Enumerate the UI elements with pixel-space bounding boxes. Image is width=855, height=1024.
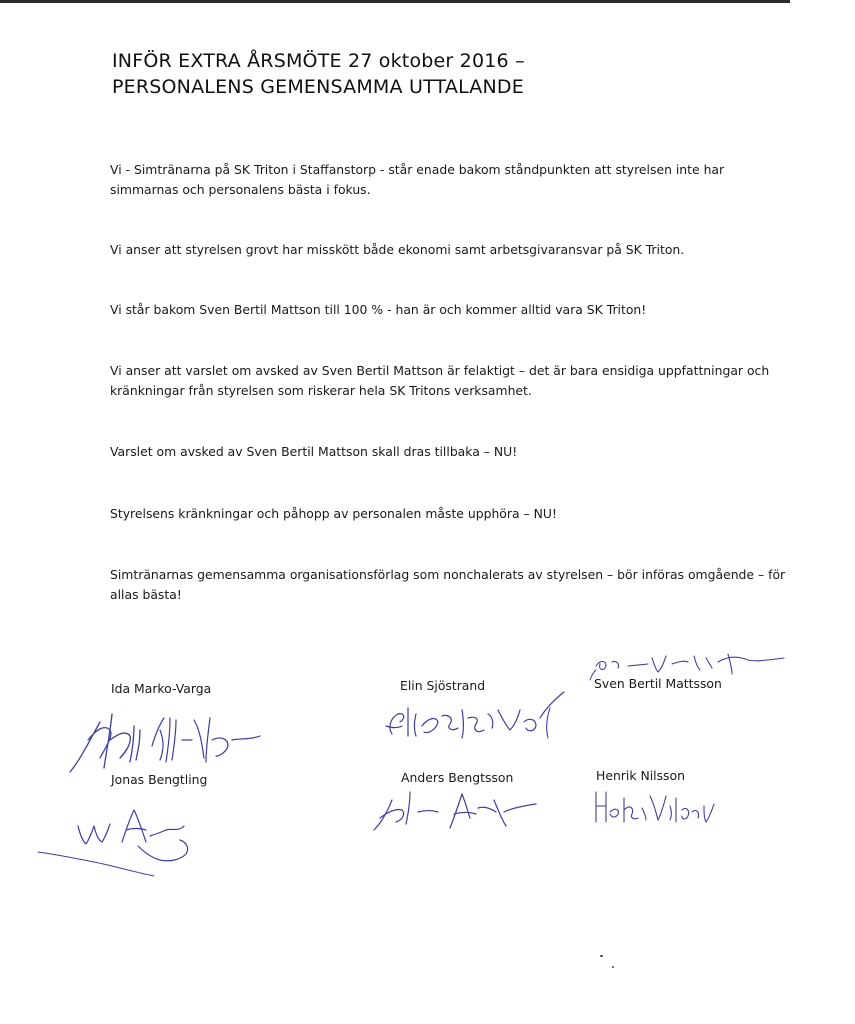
signature-sven-bertil-mattsson [588, 646, 788, 682]
paragraph-5: Varslet om avsked av Sven Bertil Mattson skall dras tillbaka – NU! [110, 444, 518, 459]
scan-speck [612, 966, 614, 968]
title-line-1: INFÖR EXTRA ÅRSMÖTE 27 oktober 2016 – [112, 50, 525, 72]
signer-name-2: Elin Sjöstrand [400, 678, 486, 693]
signature-henrik-nilsson [588, 782, 738, 832]
paragraph-2: Vi anser att styrelsen grovt har misskött både ekonomi samt arbetsgivaransvar på SK Triton. [110, 242, 685, 257]
signer-name-6: Henrik Nilsson [596, 768, 685, 783]
signer-name-3: Sven Bertil Mattsson [594, 676, 722, 691]
paragraph-4: Vi anser att varslet om avsked av Sven Bertil Mattson är felaktigt – det är bara ensidiga uppfattningar och kränkningar från styrelsen som riskerar hela SK Tritons verksamhet. [110, 363, 770, 398]
signature-elin-sjostrand [378, 688, 578, 748]
paragraph-7: Simtränarnas gemensamma organisationsförlag som nonchalerats av styrelsen – bör införas omgående – för allas bästa! [110, 567, 786, 602]
document-title [112, 48, 752, 100]
title-line-2: PERSONALENS GEMENSAMMA UTTALANDE [112, 76, 524, 98]
signer-name-5: Anders Bengtsson [401, 770, 514, 785]
paragraph-1: Vi - Simtränarna på SK Triton i Staffanstorp - står enade bakom ståndpunkten att styrelsen inte har simmarnas och personalens bästa i fokus. [110, 162, 725, 197]
scan-edge-line [0, 0, 790, 3]
paragraph-3: Vi står bakom Sven Bertil Mattson till 100 % - han är och kommer alltid vara SK Triton! [110, 302, 647, 317]
signature-anders-bengtsson [366, 778, 566, 838]
scan-speck [600, 955, 603, 957]
signer-name-1: Ida Marko-Varga [111, 681, 212, 696]
signature-ida-marko-varga [60, 700, 280, 780]
paragraph-6: Styrelsens kränkningar och påhopp av personalen måste upphöra – NU! [110, 506, 557, 521]
signer-name-4: Jonas Bengtling [111, 772, 208, 787]
signature-jonas-bengtling [34, 796, 234, 886]
